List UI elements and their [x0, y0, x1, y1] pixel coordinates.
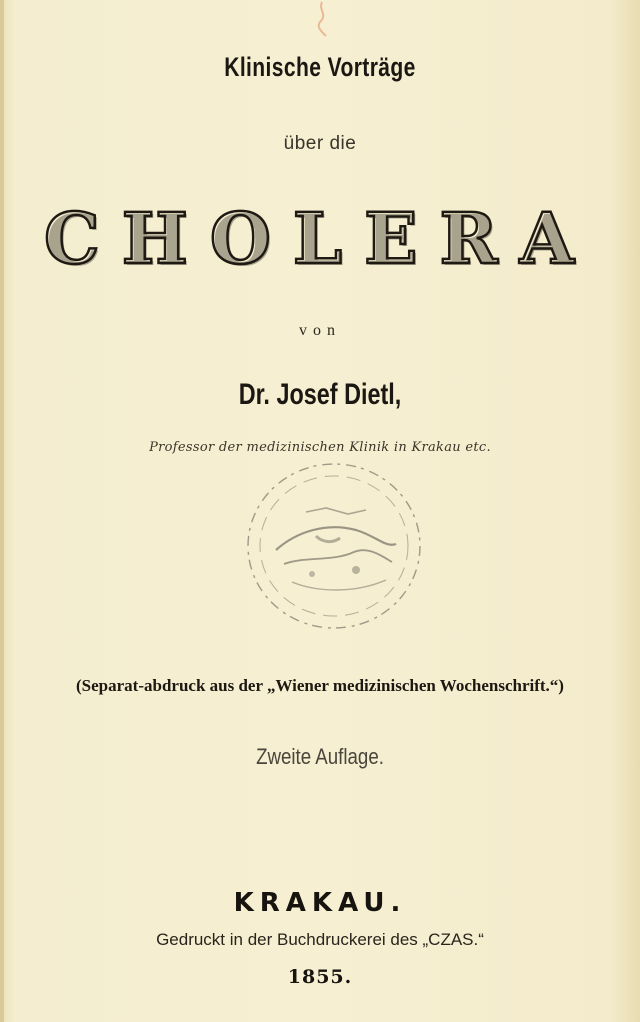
author-position: Professor der medizinischen Klinik in Krakau etc.: [149, 440, 491, 455]
edition-label: Zweite Auflage.: [256, 744, 384, 769]
pencil-mark-icon: [308, 0, 338, 40]
publication-year: 1855.: [287, 966, 353, 988]
subject-heading: [40, 197, 600, 280]
printer-line: Gedruckt in der Buchdruckerei des „CZAS.“: [156, 930, 484, 949]
library-stamp-icon: [236, 452, 432, 634]
reprint-note: (Separat-abdruck aus der „Wiener medizinischen Wochenschrift.“): [76, 676, 564, 695]
book-title: Klinische Vorträge: [224, 52, 416, 82]
subject-heading-text: CHOLERA: [44, 197, 596, 280]
by-line: von: [299, 322, 341, 339]
publication-place: KRAKAU.: [233, 888, 407, 918]
title-preposition: über die: [283, 133, 357, 154]
author-name: Dr. Josef Dietl,: [238, 378, 402, 411]
